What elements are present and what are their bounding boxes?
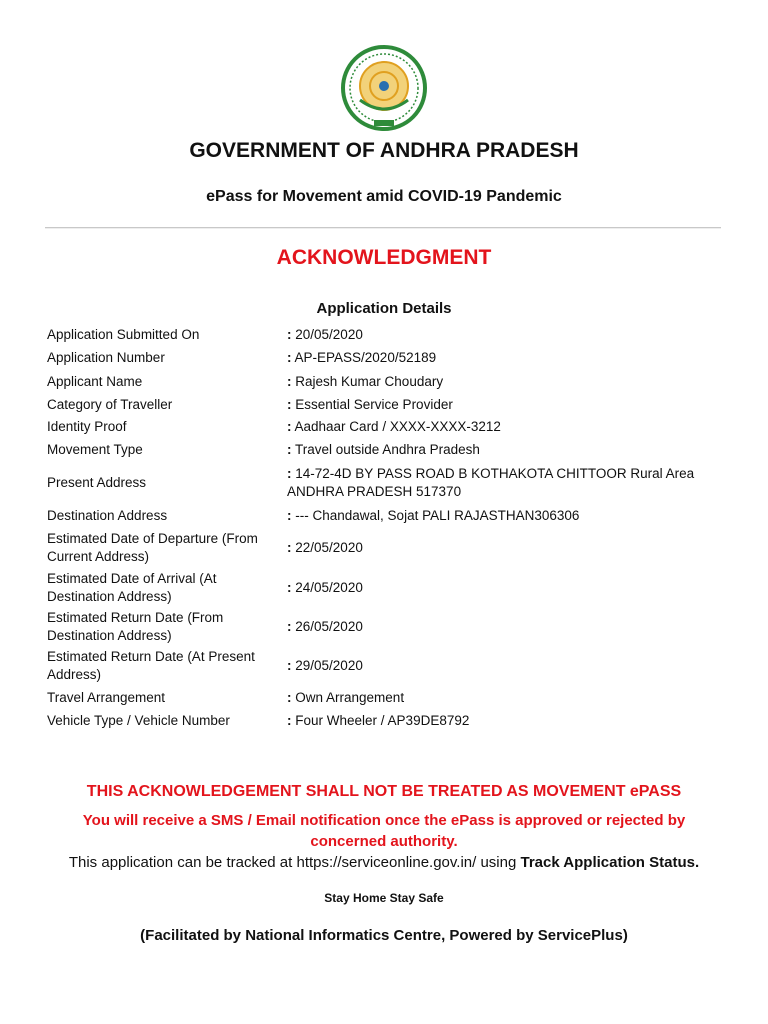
colon-separator: : (287, 713, 292, 728)
detail-value (287, 686, 724, 710)
detail-value (287, 415, 724, 438)
notification-text (0, 810, 768, 852)
detail-label (44, 710, 287, 732)
tracking-prefix: This application can be tracked at https://serviceonline.gov.in/ using (68, 854, 521, 871)
colon-separator: : (287, 466, 292, 481)
detail-label-text-line-2: Address) (47, 667, 102, 682)
detail-row (44, 370, 724, 394)
section-title: Application Details (316, 300, 452, 317)
divider (45, 227, 721, 229)
detail-value-text: Rajesh Kumar Choudary (295, 374, 444, 389)
detail-label-text: Application Number (47, 350, 165, 365)
detail-label-text: Destination Address (47, 508, 168, 523)
detail-row (44, 686, 724, 710)
detail-value (287, 323, 724, 346)
detail-label (44, 568, 287, 608)
detail-value-text: 20/05/2020 (295, 326, 363, 342)
detail-value (287, 528, 724, 568)
government-title: GOVERNMENT OF ANDHRA PRADESH (189, 139, 579, 162)
detail-label (44, 528, 287, 568)
detail-value (287, 646, 724, 686)
detail-label-text: Present Address (47, 475, 147, 490)
detail-value (287, 346, 724, 370)
detail-label (44, 608, 287, 646)
detail-label (44, 415, 287, 438)
colon-separator: : (287, 508, 292, 523)
detail-row (44, 504, 724, 528)
colon-separator: : (287, 658, 292, 673)
notification-line-1: You will receive a SMS / Email notification once the ePass is approved or rejected by (82, 812, 686, 829)
application-details-table (44, 323, 724, 732)
colon-separator: : (287, 540, 292, 555)
detail-value (287, 504, 724, 528)
detail-label (44, 504, 287, 528)
detail-label-text: Identity Proof (47, 418, 127, 434)
detail-value-text: --- Chandawal, Sojat PALI RAJASTHAN306306 (295, 508, 580, 523)
page-subtitle: ePass for Movement amid COVID-19 Pandemic (206, 188, 562, 205)
colon-separator: : (287, 418, 292, 434)
facilitated-text: (Facilitated by National Informatics Centre, Powered by ServicePlus) (140, 927, 628, 944)
detail-label-text: Category of Traveller (47, 396, 173, 412)
detail-label-text: Application Submitted On (47, 326, 200, 342)
detail-row (44, 462, 724, 504)
detail-label-text: Movement Type (47, 442, 143, 457)
detail-label (44, 646, 287, 686)
detail-row (44, 394, 724, 415)
detail-row (44, 323, 724, 346)
detail-label-text: Estimated Date of Departure (From (47, 531, 258, 546)
detail-value (287, 394, 724, 415)
detail-label (44, 686, 287, 710)
detail-label-text-line-2: Destination Address) (47, 628, 172, 643)
state-emblem-icon (340, 44, 428, 136)
detail-row (44, 438, 724, 462)
acknowledgment-title: ACKNOWLEDGMENT (276, 246, 492, 269)
detail-value (287, 608, 724, 646)
detail-label-text: Applicant Name (47, 374, 143, 389)
stay-safe-text: Stay Home Stay Safe (324, 891, 444, 905)
tracking-text (0, 854, 768, 871)
detail-row (44, 710, 724, 732)
detail-row (44, 415, 724, 438)
detail-row (44, 528, 724, 568)
detail-value (287, 568, 724, 608)
detail-row (44, 608, 724, 646)
detail-label (44, 370, 287, 394)
detail-value-text: 24/05/2020 (295, 580, 363, 595)
detail-value (287, 710, 724, 732)
detail-label-text: Estimated Return Date (From (47, 610, 224, 625)
colon-separator: : (287, 442, 292, 457)
detail-label-text: Travel Arrangement (47, 690, 166, 705)
detail-value-text-line-2: ANDHRA PRADESH 517370 (287, 484, 462, 499)
detail-value-text: Aadhaar Card / XXXX-XXXX-3212 (294, 418, 501, 434)
colon-separator: : (287, 396, 292, 412)
detail-value (287, 370, 724, 394)
detail-label (44, 462, 287, 504)
detail-label (44, 438, 287, 462)
detail-label (44, 346, 287, 370)
detail-value (287, 462, 724, 504)
colon-separator: : (287, 690, 292, 705)
detail-value (287, 438, 724, 462)
detail-label-text: Estimated Return Date (At Present (47, 649, 255, 664)
detail-label-text-line-2: Destination Address) (47, 589, 172, 604)
warning-text: THIS ACKNOWLEDGEMENT SHALL NOT BE TREATED AS MOVEMENT ePASS (86, 783, 682, 800)
detail-row (44, 346, 724, 370)
detail-label-text: Estimated Date of Arrival (At (47, 571, 217, 586)
detail-value-text: Essential Service Provider (295, 396, 453, 412)
detail-value-text: 29/05/2020 (295, 658, 363, 673)
detail-value-text: Own Arrangement (295, 690, 405, 705)
colon-separator: : (287, 374, 292, 389)
detail-label-text-line-2: Current Address) (47, 549, 150, 564)
notification-line-2: concerned authority. (310, 833, 458, 850)
colon-separator: : (287, 350, 292, 365)
colon-separator: : (287, 326, 292, 342)
track-status-label: Track Application Status. (520, 854, 700, 871)
detail-label-text: Vehicle Type / Vehicle Number (47, 713, 230, 728)
detail-row (44, 646, 724, 686)
detail-value-text: 22/05/2020 (295, 540, 363, 555)
detail-label (44, 323, 287, 346)
detail-row (44, 568, 724, 608)
detail-value-text: 26/05/2020 (295, 619, 363, 634)
detail-value-text: 14-72-4D BY PASS ROAD B KOTHAKOTA CHITTOOR Rural Area (295, 466, 695, 481)
colon-separator: : (287, 619, 292, 634)
detail-label (44, 394, 287, 415)
detail-value-text: AP-EPASS/2020/52189 (294, 350, 437, 365)
detail-value-text: Four Wheeler / AP39DE8792 (295, 713, 470, 728)
detail-value-text: Travel outside Andhra Pradesh (295, 442, 480, 457)
colon-separator: : (287, 580, 292, 595)
